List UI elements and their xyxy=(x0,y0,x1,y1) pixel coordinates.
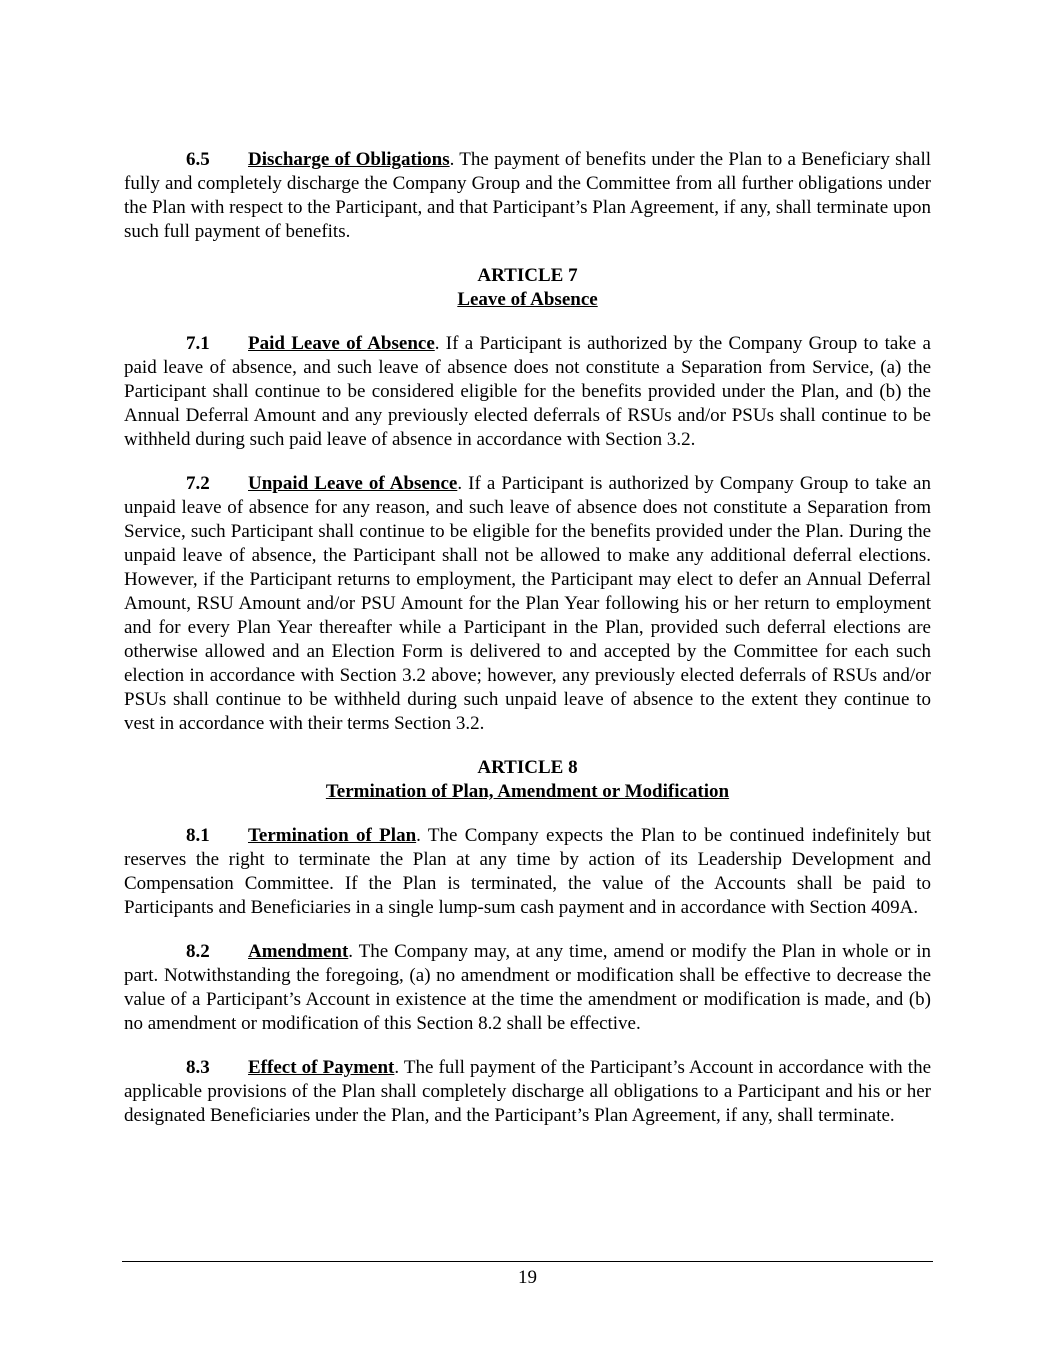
section-body: . The full payment of the Participant’s Account in accordance with the applicable provisions of the Plan shall completely discharge all obligations to a Participant and his or her designated Beneficiaries under the Plan, and the Participant’s Plan Agreement, if any, shall terminate. xyxy=(124,1057,931,1126)
section-number: 8.1 xyxy=(186,825,210,846)
section-6-5 xyxy=(124,148,931,244)
section-body: . If a Participant is authorized by Company Group to take an unpaid leave of absence for any reason, and such leave of absence does not constitute a Separation from Service, such Participant shall continue to be eligible for the benefits provided under the Plan. During the unpaid leave of absence, the Participant shall not be allowed to make any additional deferral elections. However, if the Participant returns to employment, the Participant may elect to defer an Annual Deferral Amount, RSU Amount and/or PSU Amount for the Plan Year following his or her return to employment and for every Plan Year thereafter while a Participant in the Plan, provided such deferral elections are otherwise allowed and an Election Form is delivered to and accepted by the Committee for each such election in accordance with Section 3.2 above; however, any previously elected deferrals of RSUs and/or PSUs shall continue to be withheld during such unpaid leave of absence to the extent they continue to vest in accordance with their terms Section 3.2. xyxy=(124,473,931,734)
article-8-header xyxy=(124,756,931,804)
section-number: 8.2 xyxy=(186,941,210,962)
article-label: ARTICLE 7 xyxy=(477,265,578,286)
page-number: 19 xyxy=(518,1267,537,1288)
section-body: . The payment of benefits under the Plan to a Beneficiary shall fully and completely discharge the Company Group and the Committee from all further obligations under the Plan with respect to the Participant, and that Participant’s Plan Agreement, if any, shall terminate upon such full payment of benefits. xyxy=(124,149,931,242)
section-number: 6.5 xyxy=(186,149,210,170)
article-7-header xyxy=(124,264,931,312)
section-7-2 xyxy=(124,472,931,736)
section-heading: Paid Leave of Absence xyxy=(248,333,435,354)
section-number: 7.2 xyxy=(186,473,210,494)
section-body: . If a Participant is authorized by the Company Group to take a paid leave of absence, and such leave of absence does not constitute a Separation from Service, (a) the Participant shall continue to be considered eligible for the benefits provided under the Plan, and (b) the Annual Deferral Amount and any previously elected deferrals of RSUs and/or PSUs shall continue to be withheld during such paid leave of absence in accordance with Section 3.2. xyxy=(124,333,931,450)
section-8-2 xyxy=(124,940,931,1036)
section-number: 7.1 xyxy=(186,333,210,354)
section-8-3 xyxy=(124,1056,931,1128)
section-heading: Termination of Plan xyxy=(248,825,417,846)
section-body: . The Company expects the Plan to be continued indefinitely but reserves the right to terminate the Plan at any time by action of its Leadership Development and Compensation Committee. If the Plan is terminated, the value of the Accounts shall be paid to Participants and Beneficiaries in a single lump-sum cash payment and in accordance with Section 409A. xyxy=(124,825,932,918)
section-7-1 xyxy=(124,332,931,452)
document-page xyxy=(124,148,931,1148)
section-body: . The Company may, at any time, amend or modify the Plan in whole or in part. Notwithstanding the foregoing, (a) no amendment or modification shall be effective to decrease the value of a Participant’s Account in existence at the time the amendment or modification is made, and (b) no amendment or modification of this Section 8.2 shall be effective. xyxy=(124,941,931,1034)
section-heading: Unpaid Leave of Absence xyxy=(248,473,458,494)
section-heading: Discharge of Obligations xyxy=(248,149,450,170)
article-label: ARTICLE 8 xyxy=(477,757,578,778)
footer-divider xyxy=(122,1261,933,1262)
section-heading: Effect of Payment xyxy=(248,1057,395,1078)
section-number: 8.3 xyxy=(186,1057,210,1078)
section-8-1 xyxy=(124,824,931,920)
article-title: Termination of Plan, Amendment or Modification xyxy=(325,781,730,802)
article-title: Leave of Absence xyxy=(457,289,598,310)
section-heading: Amendment xyxy=(248,941,349,962)
